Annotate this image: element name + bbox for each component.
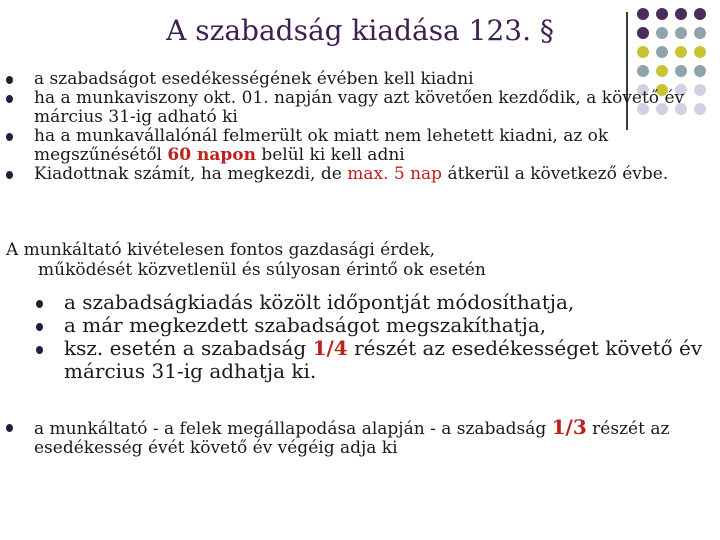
decorative-dot <box>675 46 687 58</box>
deadline-highlight: 60 napon <box>167 145 256 165</box>
list-item-text: ha a munkaviszony okt. 01. napján vagy azt követően kezdődik, a követő év március 31-ig adható ki <box>34 88 685 127</box>
list-item <box>36 314 716 337</box>
paragraph-line: A munkáltató kivételesen fontos gazdasági érdek, <box>6 240 436 260</box>
list-item-text: a munkáltató - a felek megállapodása alapján - a szabadság <box>34 419 552 439</box>
decorative-dot <box>675 8 687 20</box>
fraction-highlight: 1/4 <box>312 336 348 360</box>
decorative-dot <box>675 27 687 39</box>
paragraph-line: működését közvetlenül és súlyosan érintő ok esetén <box>38 260 486 280</box>
decorative-dot <box>656 46 668 58</box>
list-item-text: a már megkezdett szabadságot megszakíthatja, <box>64 313 547 337</box>
list-item <box>6 165 718 184</box>
decorative-dot <box>637 8 649 20</box>
final-bullet-list <box>6 415 718 458</box>
list-item-text: részét az esedékességet követő év március 31-ig adhatja ki. <box>64 336 703 383</box>
decorative-dot <box>694 46 706 58</box>
list-item-text: ha a munkavállalónál felmerült ok miatt nem lehetett kiadni, az ok megszűnésétől <box>34 126 609 165</box>
list-item-text: ksz. esetén a szabadság <box>64 336 313 360</box>
decorative-dot <box>637 27 649 39</box>
list-item-text: Kiadottnak számít, ha megkezdi, de <box>34 164 348 184</box>
decorative-dot <box>656 27 668 39</box>
list-item <box>36 337 716 383</box>
fraction-highlight: 1/3 <box>551 415 587 439</box>
decorative-dot <box>637 46 649 58</box>
employer-paragraph <box>6 240 706 280</box>
list-item <box>36 291 716 314</box>
first-bullet-list <box>6 70 718 184</box>
list-item-text: a szabadságkiadás közölt időpontját módosíthatja, <box>64 290 575 314</box>
max-days-highlight: max. 5 nap <box>347 164 443 184</box>
second-bullet-list <box>36 291 716 383</box>
list-item <box>6 127 718 165</box>
list-item <box>6 70 718 89</box>
decorative-dot <box>656 8 668 20</box>
decorative-dot <box>694 27 706 39</box>
list-item <box>6 89 718 127</box>
page-title: A szabadság kiadása 123. § <box>166 14 554 47</box>
list-item-text: a szabadságot esedékességének évében kell kiadni <box>34 69 474 89</box>
list-item-text: részét az esedékesség évét követő év végéig adja ki <box>34 419 670 458</box>
list-item-text: belül ki kell adni <box>255 145 405 165</box>
decorative-dot <box>694 8 706 20</box>
list-item-text: átkerül a következő évbe. <box>442 164 669 184</box>
list-item <box>6 415 718 458</box>
